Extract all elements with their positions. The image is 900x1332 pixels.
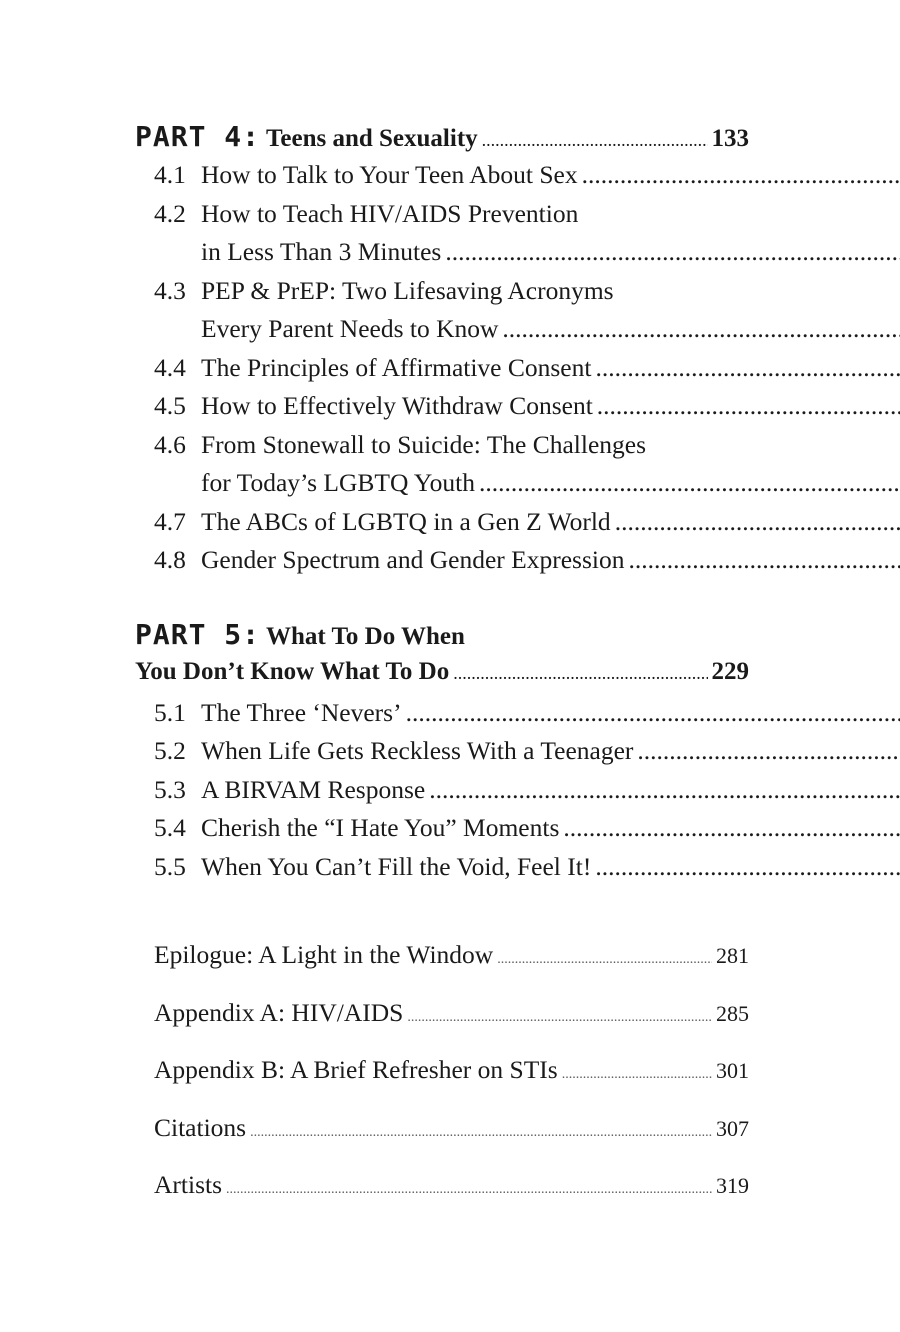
- entry-number: 4.8: [154, 545, 186, 574]
- leader-dots: [637, 736, 900, 766]
- leader-dots: [497, 952, 712, 968]
- leader-dots: [226, 1182, 712, 1198]
- part-5-heading-line-2: [135, 658, 749, 698]
- leader-dots: [479, 468, 900, 498]
- back-entry-title: Epilogue: A Light in the Window: [154, 940, 494, 969]
- entry-title: The Three ‘Nevers’: [201, 697, 402, 727]
- leader-dots: [615, 507, 900, 537]
- spacer: [135, 584, 749, 618]
- back-entry-page: 281: [716, 943, 749, 968]
- toc-entry-5-5: [135, 852, 749, 891]
- back-entry-artists: [154, 1170, 749, 1228]
- leader-dots: [628, 545, 900, 575]
- back-entry-page: 319: [716, 1173, 749, 1198]
- back-entry-epilogue: [154, 940, 749, 998]
- entry-title-line-1: PEP & PrEP: Two Lifesaving Acronyms: [201, 275, 614, 305]
- toc-entry-4-8: [135, 545, 749, 584]
- leader-dots: [562, 1067, 712, 1083]
- toc-entry-5-3: [135, 775, 749, 814]
- entry-title-line-2: for Today’s LGBTQ Youth: [201, 468, 476, 497]
- leader-dots: [250, 1125, 712, 1141]
- back-entry-page: 301: [716, 1058, 749, 1083]
- entry-title-line-1: From Stonewall to Suicide: The Challenges: [201, 429, 647, 459]
- table-of-contents: [135, 120, 749, 1228]
- toc-entry-5-4: [135, 813, 749, 852]
- toc-entry-4-5: [135, 391, 749, 430]
- back-entry-citations: [154, 1113, 749, 1171]
- back-matter: [135, 940, 749, 1228]
- entry-number: 5.1: [154, 697, 186, 727]
- leader-dots: [597, 391, 900, 421]
- entry-number: 5.5: [154, 851, 186, 881]
- back-entry-appendix-a: [154, 998, 749, 1056]
- entry-number: 4.1: [154, 160, 186, 189]
- entry-number: 4.2: [154, 198, 186, 228]
- entry-number: 4.3: [154, 275, 186, 305]
- part-4-title: Teens and Sexuality: [266, 125, 478, 152]
- back-entry-title: Citations: [154, 1112, 247, 1142]
- entry-title-line-2: in Less Than 3 Minutes: [201, 237, 442, 266]
- entry-number: 4.4: [154, 352, 186, 382]
- spacer: [135, 890, 749, 940]
- toc-entry-4-6: [135, 430, 749, 507]
- entry-number: 5.2: [154, 736, 186, 765]
- back-entry-title: Appendix A: HIV/AIDS: [154, 997, 404, 1027]
- toc-entry-4-3: [135, 276, 749, 353]
- part-5-label: PART 5:: [135, 617, 261, 651]
- toc-entry-4-2: [135, 199, 749, 276]
- back-entry-page: 285: [716, 1000, 749, 1026]
- toc-entry-4-1: [135, 160, 749, 199]
- part-5-page: 229: [711, 657, 749, 685]
- toc-entry-4-7: [135, 507, 749, 546]
- entry-title: When You Can’t Fill the Void, Feel It!: [201, 851, 592, 881]
- entry-title: The Principles of Affirmative Consent: [201, 352, 592, 382]
- toc-entry-4-4: [135, 353, 749, 392]
- leader-dots: [595, 353, 900, 383]
- back-entry-page: 307: [716, 1115, 749, 1141]
- leader-dots: [407, 1010, 712, 1026]
- entry-title: How to Talk to Your Teen About Sex: [201, 160, 578, 189]
- entry-number: 4.6: [154, 429, 186, 459]
- part-4-heading: [135, 120, 749, 160]
- entry-number: 5.4: [154, 813, 186, 842]
- entry-title: How to Effectively Withdraw Consent: [201, 391, 593, 420]
- leader-dots: [482, 130, 708, 151]
- toc-entry-5-1: [135, 698, 749, 737]
- entry-title: A BIRVAM Response: [201, 774, 426, 804]
- part-4-page: 133: [711, 125, 749, 152]
- entry-number: 4.7: [154, 506, 186, 536]
- leader-dots: [502, 314, 900, 344]
- leader-dots: [445, 237, 900, 267]
- leader-dots: [429, 775, 900, 805]
- back-entry-appendix-b: [154, 1055, 749, 1113]
- entry-title: When Life Gets Reckless With a Teenager: [201, 736, 634, 765]
- part-5-title-line-1: What To Do When: [266, 622, 465, 650]
- entry-number: 4.5: [154, 391, 186, 420]
- leader-dots: [595, 852, 900, 882]
- entry-title: Cherish the “I Hate You” Moments: [201, 813, 560, 842]
- entry-number: 5.3: [154, 774, 186, 804]
- part-4-label: PART 4:: [135, 120, 261, 153]
- entry-title: Gender Spectrum and Gender Expression: [201, 545, 625, 574]
- leader-dots: [406, 698, 900, 728]
- leader-dots: [582, 160, 900, 190]
- part-5-heading: [135, 618, 749, 658]
- entry-title-line-1: How to Teach HIV/AIDS Prevention: [201, 198, 579, 228]
- back-entry-title: Artists: [154, 1170, 223, 1199]
- toc-entry-5-2: [135, 736, 749, 775]
- back-entry-title: Appendix B: A Brief Refresher on STIs: [154, 1055, 558, 1084]
- leader-dots: [563, 813, 900, 843]
- entry-title-line-2: Every Parent Needs to Know: [201, 314, 499, 343]
- part-5-title-line-2: You Don’t Know What To Do: [135, 657, 450, 685]
- entry-title: The ABCs of LGBTQ in a Gen Z World: [201, 506, 611, 536]
- leader-dots: [453, 663, 707, 684]
